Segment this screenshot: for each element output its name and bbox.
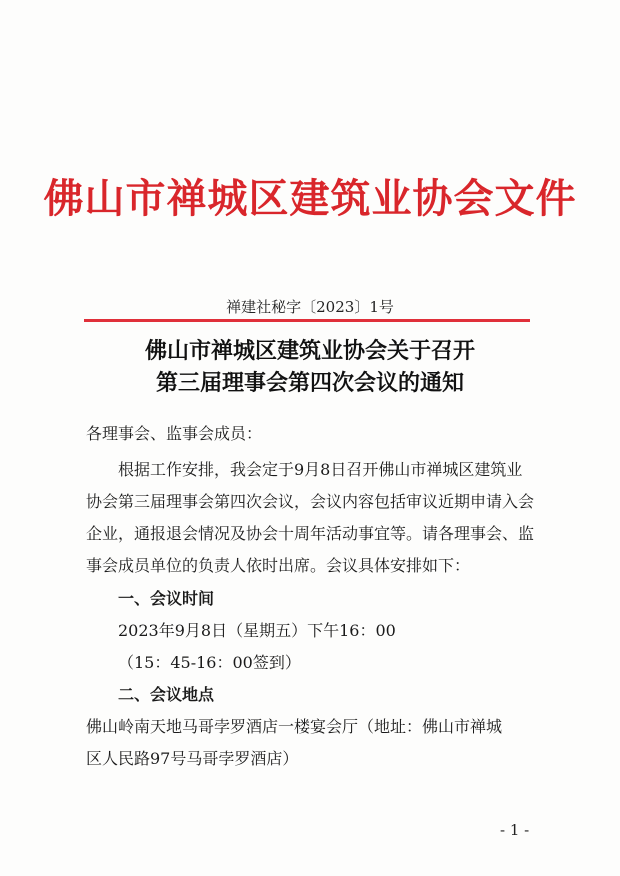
notice-title-line-2: 第三届理事会第四次会议的通知 bbox=[155, 370, 464, 396]
page-number: - 1 - bbox=[500, 821, 530, 839]
document-number: 禅建社秘字〔2023〕1号 bbox=[226, 298, 394, 316]
salutation: 各理事会、监事会成员： bbox=[86, 424, 263, 443]
red-divider-line bbox=[84, 319, 530, 322]
notice-title-line-1: 佛山市禅城区建筑业协会关于召开 bbox=[144, 338, 475, 364]
document-header: 佛山市禅城区建筑业协会文件 bbox=[43, 175, 577, 222]
paragraph-line: 事会成员单位的负责人依时出席。会议具体安排如下： bbox=[86, 556, 471, 575]
paragraph-line: 协会第三届理事会第四次会议，会议内容包括审议近期申请入会 bbox=[86, 492, 535, 511]
meeting-time: 2023年9月8日（星期五）下午16：00 bbox=[118, 621, 396, 640]
checkin-time: （15：45-16：00签到） bbox=[118, 653, 301, 672]
section-heading-meeting-time: 一、会议时间 bbox=[118, 589, 215, 608]
venue-line-1: 佛山岭南天地马哥孛罗酒店一楼宴会厅（地址：佛山市禅城 bbox=[86, 717, 503, 736]
section-heading-meeting-venue: 二、会议地点 bbox=[118, 685, 215, 704]
venue-line-2: 区人民路97号马哥孛罗酒店） bbox=[86, 749, 299, 768]
paragraph-line: 根据工作安排，我会定于9月8日召开佛山市禅城区建筑业 bbox=[118, 460, 523, 479]
paragraph-line: 企业，通报退会情况及协会十周年活动事宜等。请各理事会、监 bbox=[86, 524, 535, 543]
